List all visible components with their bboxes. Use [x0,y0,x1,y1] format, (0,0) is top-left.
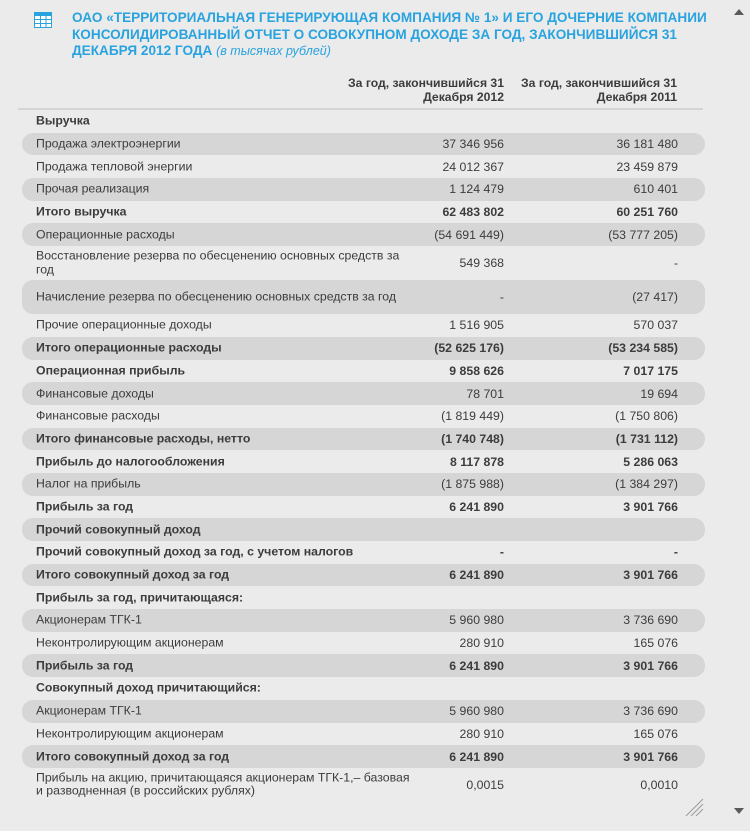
row-value-2012: 280 910 [459,636,504,651]
row-value-2011: 5 286 063 [623,454,678,469]
row-label: Прибыль за год [36,658,134,673]
row-label: Финансовые доходы [36,385,154,400]
table-row [18,428,705,451]
row-label: Прочий совокупный доход [36,521,201,536]
table-row [18,768,705,802]
table-row [18,155,705,178]
row-label: Налог на прибыль [36,476,141,491]
row-value-2012: (54 691 449) [434,227,504,242]
table-row [18,518,705,541]
row-value-2011: 23 459 879 [616,159,678,174]
report-title-text: ОАО «ТЕРРИТОРИАЛЬНАЯ ГЕНЕРИРУЮЩАЯ КОМПАНИЯ № 1» И ЕГО ДОЧЕРНИЕ КОМПАНИИ КОНСОЛИДИРОВАННЫЙ ОТЧЕТ О СОВОКУПНОМ ДОХОДЕ ЗА ГОД, ЗАКОНЧИВШИЙСЯ 31 ДЕКАБРЯ 2012 ГОДА [72,10,707,58]
row-label: Итого совокупный доход за год [36,748,230,763]
table-row [18,450,705,473]
vertical-scrollbar[interactable] [730,0,750,831]
row-label: Восстановление резерва по обесценению основных средств за год [36,248,400,277]
table-row [18,564,705,587]
row-label: Прибыль за год [36,499,134,514]
table-row [18,745,705,768]
row-value-2012: 1 124 479 [449,182,504,197]
row-value-2011: 19 694 [640,386,678,401]
row-label: Выручка [36,113,90,128]
table-row [18,677,705,700]
row-label: Начисление резерва по обесценению основных средств за год [36,289,397,304]
row-value-2011: 165 076 [633,726,678,741]
table-row [18,700,705,723]
row-value-2012: 6 241 890 [449,568,504,583]
row-value-2012: 8 117 878 [449,454,504,469]
row-value-2011: 3 736 690 [623,613,678,628]
row-label: Совокупный доход причитающийся: [36,680,261,695]
row-value-2011: 165 076 [633,636,678,651]
table-row [18,314,705,337]
report-title [72,10,726,60]
row-label: Итого совокупный доход за год [36,567,230,582]
row-value-2011: - [673,256,678,271]
table-row [18,280,705,314]
table-row [18,632,705,655]
row-label: Итого операционные расходы [36,340,222,355]
row-value-2011: 3 901 766 [623,499,678,514]
arrow-down-icon[interactable] [734,808,744,814]
row-value-2012: (1 875 988) [441,477,504,492]
table-row [18,405,705,428]
row-value-2011: 570 037 [633,318,678,333]
row-value-2012: 280 910 [459,726,504,741]
row-value-2011: - [673,545,678,560]
column-header-2012: За год, закончившийся 31 Декабря 2012 [348,76,504,104]
report-header [36,10,726,60]
row-value-2011: 0,0010 [640,777,678,792]
row-value-2011: 36 181 480 [616,137,678,152]
row-value-2011: 3 901 766 [623,568,678,583]
row-value-2011: 3 736 690 [623,704,678,719]
table-row [18,609,705,632]
table-row [18,337,705,360]
row-value-2011: (53 777 205) [608,227,678,242]
row-value-2012: - [499,290,504,305]
table-row [18,654,705,677]
table-row [18,110,705,133]
row-value-2011: 3 901 766 [623,749,678,764]
row-label: Продажа тепловой энергии [36,158,193,173]
row-value-2011: 3 901 766 [623,658,678,673]
report-unit: (в тысячах рублей) [216,44,331,58]
table-row [18,473,705,496]
row-label: Акционерам ТГК-1 [36,703,142,718]
row-value-2012: 5 960 980 [449,613,504,628]
row-value-2012: 6 241 890 [449,658,504,673]
row-label: Неконтролирующим акционерам [36,726,224,741]
row-value-2012: - [499,545,504,560]
row-label: Операционная прибыль [36,363,186,378]
table-row [18,723,705,746]
row-value-2011: (1 750 806) [615,409,678,424]
table-row [18,133,705,156]
row-value-2011: (27 417) [632,290,678,305]
row-value-2012: 9 858 626 [449,363,504,378]
row-label: Продажа электроэнергии [36,136,181,151]
table-icon [34,12,52,28]
row-value-2012: 24 012 367 [442,159,504,174]
row-value-2012: (52 625 176) [434,341,504,356]
table-row [18,360,705,383]
row-value-2012: 5 960 980 [449,704,504,719]
row-value-2011: (1 731 112) [615,431,678,446]
row-value-2011: 7 017 175 [623,363,678,378]
row-label: Прочий совокупный доход за год, с учетом налогов [36,544,354,559]
row-value-2012: 6 241 890 [449,749,504,764]
table-row [18,246,705,280]
row-label: Итого финансовые расходы, нетто [36,431,251,446]
row-value-2012: (1 740 748) [441,431,504,446]
resize-grip-icon[interactable] [682,795,704,817]
row-label: Прочие операционные доходы [36,317,212,332]
row-value-2011: (1 384 297) [615,477,678,492]
row-value-2012: (1 819 449) [441,409,504,424]
table-row [18,382,705,405]
row-value-2011: (53 234 585) [608,341,678,356]
row-value-2012: 0,0015 [466,777,504,792]
column-header-2011: За год, закончившийся 31 Декабря 2011 [521,76,677,104]
table-row [18,201,705,224]
row-label: Итого выручка [36,204,127,219]
row-label: Финансовые расходы [36,408,160,423]
table-row [18,541,705,564]
row-label: Прибыль до налогообложения [36,453,225,468]
row-value-2012: 37 346 956 [442,137,504,152]
row-value-2012: 78 701 [466,386,504,401]
row-label: Неконтролирующим акционерам [36,635,224,650]
table-row [18,223,705,246]
table-row [18,586,705,609]
column-headers [0,76,730,106]
row-value-2012: 549 368 [459,256,504,271]
row-label: Прибыль на акцию, причитающаяся акционерам ТГК-1,– базовая и разводненная (в российских рублях) [36,770,410,798]
row-value-2012: 62 483 802 [442,205,504,220]
table-row [18,496,705,519]
arrow-up-icon[interactable] [734,9,744,15]
row-value-2012: 1 516 905 [449,318,504,333]
row-label: Операционные расходы [36,227,175,242]
row-label: Акционерам ТГК-1 [36,612,142,627]
row-value-2012: 6 241 890 [449,499,504,514]
row-label: Прочая реализация [36,181,150,196]
row-label: Прибыль за год, причитающаяся: [36,589,244,604]
row-value-2011: 610 401 [633,182,678,197]
table-row [18,178,705,201]
row-value-2011: 60 251 760 [616,205,678,220]
report-table [18,110,705,802]
